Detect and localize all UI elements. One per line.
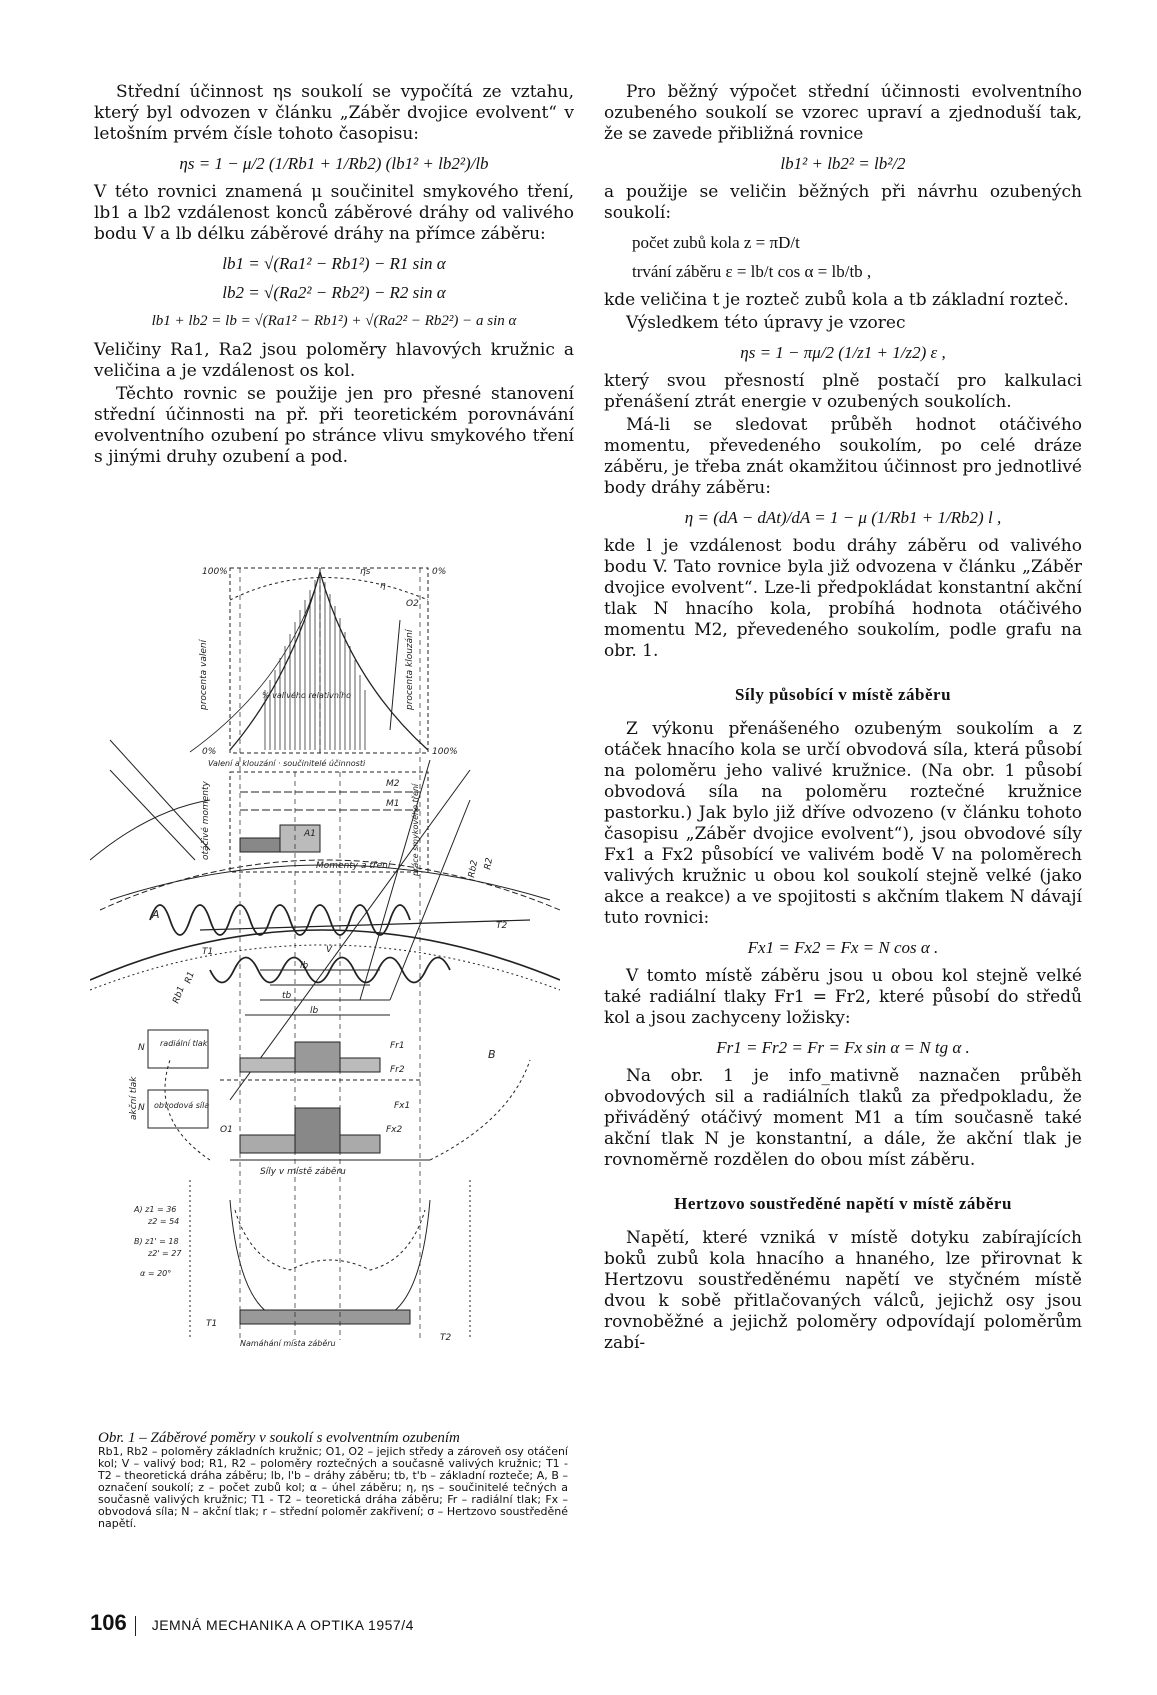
label-eta: η (380, 581, 386, 591)
paragraph: Výsledkem této úpravy je vzorec (626, 313, 906, 333)
label-rb1: Rb1 (171, 984, 187, 1006)
label-lb: lb (310, 1006, 319, 1016)
footer-divider (135, 1616, 136, 1636)
paragraph: V této rovnici znamená μ součinitel smykového tření, lb1 a lb2 vzdálenost konců záběrové dráhy od valivého bodu V a lb délku záběrové dráhy na přímce záběru: (94, 182, 574, 244)
param-a2: z2 = 54 (148, 1217, 180, 1226)
param-b2: z2' = 27 (148, 1249, 182, 1258)
label-0pct: 0% (432, 567, 447, 577)
equation: počet zubů kola z = πD/t (632, 233, 800, 252)
label-t1: T1 (202, 947, 214, 957)
label-obvodova: obvodová síla (154, 1101, 210, 1110)
param-alpha: α = 20° (140, 1269, 172, 1278)
label-100pct: 100% (202, 567, 228, 577)
equation: ηs = 1 − μ/2 (1/Rb1 + 1/Rb2) (lb1² + lb2²)/lb (179, 154, 489, 173)
equation: lb1 + lb2 = lb = √(Ra1² − Rb1²) + √(Ra2² − Rb2²) − a sin α (151, 313, 517, 329)
label-akcni-tlak: akční tlak (129, 1076, 139, 1120)
label-rb2: Rb2 (467, 859, 481, 879)
label-t2-bottom: T2 (440, 1333, 452, 1343)
label-t1-bottom: T1 (206, 1319, 218, 1329)
figure-gear-mesh-diagram (90, 560, 560, 1420)
equation: lb1² + lb2² = lb²/2 (780, 154, 906, 173)
label-fx2: Fx2 (386, 1125, 403, 1135)
label-v: V (326, 945, 333, 955)
label-radialni: radiální tlak (160, 1039, 208, 1048)
journal-name: JEMNÁ MECHANIKA A OPTIKA 1957/4 (151, 1617, 414, 1633)
label-procenta-valeni: procenta valení (199, 639, 209, 710)
paragraph: Na obr. 1 je info_mativně naznačen průběh obvodových sil a radiálních tlaků za předpokladu, že přiváděný otáčivý moment M1 a tím současně také akční tlak N je konstantní, a dále, že akční tlak je rovnoměrně rozdělen do obou míst záběru. (604, 1066, 1082, 1170)
label-sily-zaberu: Síly v místě záběru (260, 1167, 346, 1177)
caption-title: Obr. 1 – Záběrové poměry v soukolí s evolventním ozubením (98, 1430, 460, 1446)
paragraph: a použije se veličin běžných při návrhu ozubených soukolí: (604, 182, 1082, 223)
label-valeni-klouzani: Valení a klouzání · součinitelé účinnosti (208, 759, 366, 768)
label-namahani: Namáhání místa záběru (240, 1339, 336, 1348)
left-column (94, 82, 574, 470)
label-a1: A1 (304, 829, 316, 839)
equation: lb1 = √(Ra1² − Rb1²) − R1 sin α (222, 254, 446, 273)
label-100pct-bottom: 100% (432, 747, 458, 757)
label-prace-treni: práce smykového tření (411, 783, 420, 876)
label-fx1: Fx1 (394, 1101, 411, 1111)
paragraph: kde veličina t je rozteč zubů kola a tb základní rozteč. (604, 290, 1069, 310)
equation: trvání záběru ε = lb/t cos α = lb/tb , (632, 262, 872, 281)
equation: η = (dA − dAt)/dA = 1 − μ (1/Rb1 + 1/Rb2) l , (684, 508, 1002, 527)
equation: Fr1 = Fr2 = Fr = Fx sin α = N tg α . (716, 1038, 970, 1057)
label-o1: O1 (220, 1125, 233, 1135)
page-number: 106 (90, 1610, 127, 1635)
paragraph: Napětí, které vzniká v místě dotyku zabírajících boků zubů kola hnacího a hnaného, lze přirovnat k Hertzovu soustředěnému napětí ve styčném místě dvou k sobě přitlačovaných válců, jejichž osy jsou rovnoběžné a jejichž poloměry odpovídají poloměrům zabí- (604, 1228, 1082, 1353)
param-b1: B) z1' = 18 (134, 1237, 179, 1246)
label-o2: O2 (406, 599, 419, 609)
paragraph: V tomto místě záběru jsou u obou kol stejně velké také radiální tlaky Fr1 = Fr2, které působí do středů kol a jsou zachyceny ložisky: (604, 966, 1082, 1028)
label-r1: R1 (183, 970, 197, 986)
label-m1: M1 (386, 799, 400, 809)
label-n-top: N (138, 1043, 145, 1053)
right-column (604, 82, 1082, 1356)
equation: Fx1 = Fx2 = Fx = N cos α . (747, 938, 939, 957)
label-m2: M2 (386, 779, 400, 789)
paragraph: Těchto rovnic se použije jen pro přesné stanovení střední účinnosti na př. při teoretickém porovnávání evolventního ozubení po stránce vlivu smykového tření s jinými druhy ozubení a pod. (94, 384, 574, 467)
paragraph: kde l je vzdálenost bodu dráhy záběru od valivého bodu V. Tato rovnice byla již odvozena v článku „Záběr dvojice evolvent“. Lze-li předpokládat konstantní akční tlak N hnacího kola, probíhá hodnota otáčivého momentu M2, převedeného soukolím, podle grafu na obr. 1. (604, 536, 1082, 661)
label-otacive-momenty: otáčivé momenty (201, 781, 211, 860)
label-fr1: Fr1 (390, 1041, 405, 1051)
label-momenty-treni: Momenty a tření (316, 861, 391, 871)
label-eta-s: ηs (360, 567, 371, 577)
label-a: A (152, 908, 160, 921)
label-lb-top: lb (300, 961, 309, 971)
paragraph: Pro běžný výpočet střední účinnosti evolventního ozubeného soukolí se vzorec upraví a zjednoduší tak, že se zavede přibližná rovnice (604, 82, 1082, 144)
label-fr2: Fr2 (390, 1065, 405, 1075)
section-heading: Síly působící v místě záběru (734, 685, 952, 704)
page-footer (90, 1610, 414, 1636)
paragraph: Veličiny Ra1, Ra2 jsou poloměry hlavových kružnic a veličina a je vzdálenost os kol. (94, 340, 574, 381)
label-0pct-bottom: 0% (202, 747, 217, 757)
figure-caption (98, 1432, 568, 1530)
paragraph: který svou přesností plně postačí pro kalkulaci přenášení ztrát energie v ozubených soukolích. (604, 371, 1082, 412)
equation: lb2 = √(Ra2² − Rb2²) − R2 sin α (222, 283, 446, 302)
label-r2: R2 (483, 856, 496, 871)
label-t2: T2 (496, 921, 508, 931)
paragraph: Střední účinnost ηs soukolí se vypočítá ze vztahu, který byl odvozen v článku „Záběr dvojice evolvent“ v letošním prvém čísle tohoto časopisu: (94, 82, 574, 144)
label-b: B (488, 1048, 496, 1061)
label-n-bottom: N (138, 1103, 145, 1113)
label-tb: tb (282, 991, 292, 1001)
param-a1: A) z1 = 36 (134, 1205, 177, 1214)
paragraph: Má-li se sledovat průběh hodnot otáčivého momentu, převedeného soukolím, po celé dráze záběru, je třeba znát okamžitou účinnost pro jednotlivé body dráhy záběru: (604, 415, 1082, 498)
equation: ηs = 1 − πμ/2 (1/z1 + 1/z2) ε , (740, 343, 946, 362)
label-procenta-klouzani: procenta klouzání (405, 629, 415, 710)
section-heading: Hertzovo soustředěné napětí v místě záběru (674, 1194, 1012, 1213)
caption-body: Rb1, Rb2 – poloměry základních kružnic; O1, O2 – jejich středy a zároveň osy otáčení kol; V – valivý bod; R1, R2 – poloměry roztečných a současně valivých kružnic; T1 - T2 – theoretická dráha záběru; lb, l'b – dráhy záběru; tb, t'b – základní rozteče; A, B – označení soukolí; z – počet zubů kol; α – úhel záběru; η, ηs – součinitelé tečných a současně valivých kružnic; T1 - T2 – teoretická dráha záběru; Fr – radiální tlak; Fx – obvodová síla; N – akční tlak; r – střední poloměr zakřivení; σ – Hertzovo soustředěné napětí. (98, 1445, 568, 1530)
label-relative: % valivého relativního (262, 691, 352, 700)
paragraph: Z výkonu přenášeného ozubeným soukolím a z otáček hnacího kola se určí obvodová síla, která působí na poloměru jeho valivé kružnice. (Na obr. 1 působí obvodová síla na poloměru roztečné kružnice pastorku.) Jak bylo již dříve odvozeno (v článku tohoto časopisu „Záběr dvojice evolvent“), jsou obvodové síly Fx1 a Fx2 působící ve valivém bodě V na poloměrech valivých kružnic u obou kol soukolí stejně velké (jako akce a reakce) a ve spojitosti s akčním tlakem N dávají tuto rovnici: (604, 719, 1082, 928)
